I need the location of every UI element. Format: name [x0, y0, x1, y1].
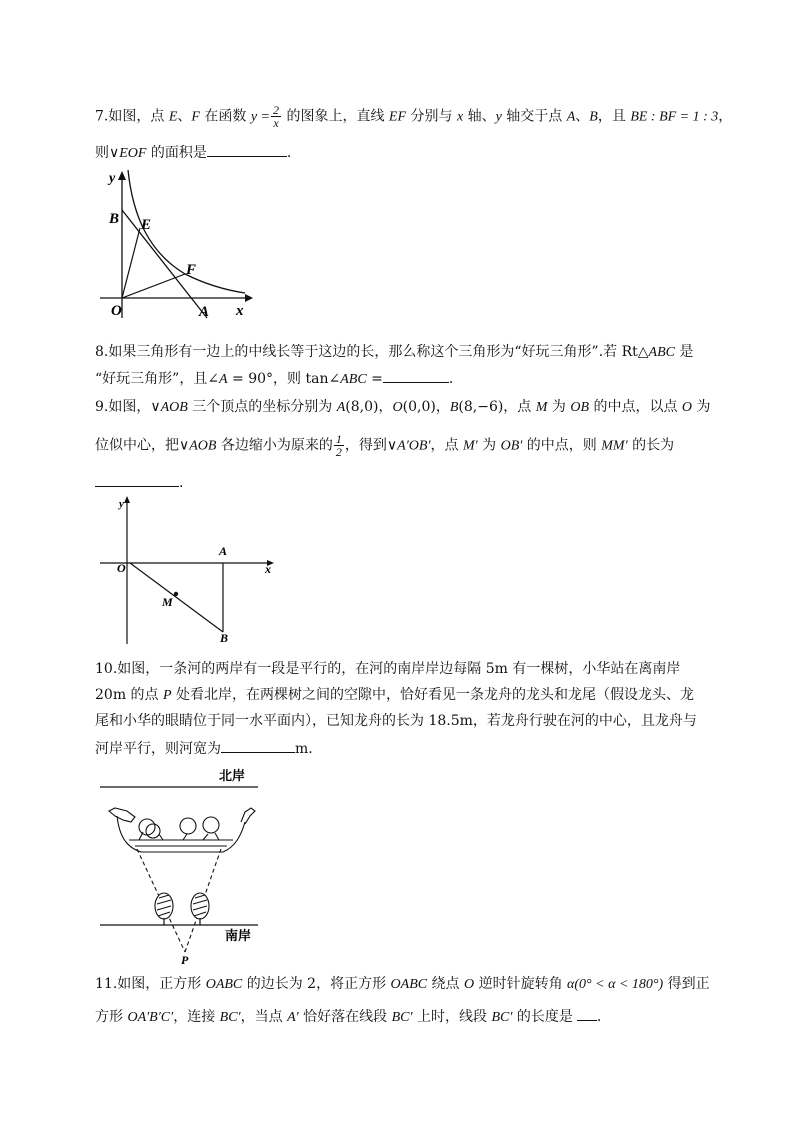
q7-text: 分别与: [406, 108, 457, 125]
q11-text: OABC: [390, 977, 428, 992]
q9-label-B: B: [220, 631, 229, 645]
q11-text: 逆时针旋转角: [474, 976, 568, 992]
q9-figure: [95, 492, 280, 647]
q10-line-4: [95, 738, 313, 759]
q8-text: =: [366, 371, 383, 387]
q11-line-1: [95, 974, 710, 995]
q7-label-B: B: [109, 211, 120, 227]
q7-fraction: [271, 104, 281, 129]
dragon-boat-icon: [109, 808, 255, 852]
q9-text: O: [392, 400, 403, 415]
q10-text: 河岸平行，则河宽为: [95, 741, 221, 757]
q9-label-y: y: [119, 498, 124, 510]
q9-line-2: [95, 433, 674, 458]
q9-text: M: [535, 400, 548, 415]
q8-text: ABC: [340, 372, 367, 387]
q11-text: OA′B′C′: [127, 1010, 174, 1025]
q7-fraction-denominator: x: [273, 116, 279, 130]
q7-text: EF: [388, 109, 407, 125]
q8-text: .: [448, 371, 454, 387]
q7-text: x: [456, 109, 464, 125]
q9-text: A: [336, 400, 346, 415]
q9-text: 的长为: [627, 437, 675, 454]
q7-text: 、: [575, 108, 590, 125]
q7-label-A: A: [199, 304, 210, 320]
q10-text: 20m 的点: [95, 687, 163, 703]
q11-text: 11.如图，正方形: [95, 976, 206, 992]
q9-text: 为: [547, 399, 571, 415]
q7-x-arrow-icon: [245, 294, 253, 302]
q8-answer-blank[interactable]: [383, 368, 449, 383]
q7-segment-OF: [122, 274, 185, 298]
q9-text: 的中点，以点: [589, 399, 682, 415]
q7-text: 7.如图，点: [95, 108, 169, 125]
q7-label-x: x: [236, 303, 244, 319]
q7-text: A: [566, 109, 576, 125]
q7-label-O: O: [111, 303, 122, 319]
q10-text: P: [163, 688, 172, 703]
q7-label-F: F: [186, 262, 197, 278]
tree-icon: [191, 893, 209, 925]
q9-text: OB′: [500, 438, 523, 454]
q9-label-x: x: [265, 562, 271, 576]
q9-label-O: O: [117, 561, 126, 575]
q7-text: 在函数: [199, 108, 251, 125]
q7-text: 的面积是: [146, 145, 207, 161]
q11-text: 方形: [95, 1009, 128, 1025]
q10-text: 处看北岸，在两棵树之间的空隙中，恰好看见一条龙舟的龙头和龙尾（假设龙头、龙: [171, 687, 695, 703]
q7-label-E: E: [141, 217, 152, 233]
q11-text: 绕点: [427, 976, 465, 992]
q7-fraction-numerator: 2: [273, 103, 280, 117]
q9-text: 9.如图，∨: [95, 399, 161, 415]
q7-text: 则∨: [95, 145, 120, 161]
q7-figure: [95, 168, 255, 320]
q9-text: A′OB′: [397, 438, 431, 454]
q11-line-2: [95, 1006, 601, 1028]
q11-text: 的边长为 2，将正方形: [242, 976, 391, 992]
q10-answer-blank[interactable]: [221, 738, 295, 753]
q7-text: F: [191, 109, 200, 125]
q7-line-1: [95, 104, 732, 129]
q9-text: (8,0)，: [345, 399, 393, 415]
q11-text: 恰好落在线段: [298, 1009, 392, 1025]
q9-text: M′: [462, 438, 478, 454]
q7-text: y: [495, 109, 502, 125]
q11-text: O: [464, 977, 475, 992]
q9-text: B: [449, 400, 459, 415]
q11-text: BC′: [491, 1010, 513, 1025]
q9-line-3: [95, 472, 183, 493]
q11-text: .: [596, 1009, 602, 1025]
q9-y-arrow-icon: [124, 496, 130, 503]
q9-text: O: [681, 400, 693, 415]
q11-angle-range: α(0° < α < 180°): [567, 977, 664, 992]
q9-text: 为: [477, 437, 501, 454]
q9-text: MM′: [601, 438, 628, 454]
q7-text: 的图象上，直线: [282, 108, 389, 125]
q9-text: 为: [692, 399, 711, 415]
q9-text: AOB: [160, 400, 188, 415]
q8-text: = 90°，则 tan∠: [227, 371, 341, 387]
q7-text: .: [286, 145, 292, 161]
q9-text: 各边缩小为原来的: [216, 437, 333, 454]
q9-text: .: [179, 475, 184, 491]
q7-answer-blank[interactable]: [207, 142, 287, 157]
q10-label-P: P: [181, 953, 189, 966]
q7-text: 、: [177, 108, 192, 125]
q9-text: (8,−6)，点: [458, 399, 536, 415]
q11-text: BC′: [219, 1010, 241, 1025]
q7-label-y: y: [109, 171, 116, 186]
q9-segment-OB: [130, 563, 223, 632]
q7-text: 轴交于点: [501, 108, 567, 125]
q10-text: m.: [295, 741, 313, 757]
q9-line-1: [95, 397, 711, 418]
q7-text: ，且: [597, 108, 631, 125]
q9-fraction-denominator: 2: [335, 445, 342, 459]
q9-label-A: A: [219, 544, 228, 558]
q10-line-2: [95, 685, 694, 706]
q7-text: EOF: [119, 146, 147, 161]
q11-text: OABC: [205, 977, 243, 992]
q9-text: 的中点，则: [522, 437, 602, 454]
q8-text: ABC: [648, 345, 675, 360]
q10-line-3: [95, 711, 697, 731]
q8-text: A: [219, 372, 228, 387]
q9-text: AOB: [189, 438, 217, 454]
q11-answer-blank[interactable]: [577, 1006, 597, 1021]
q7-text: B: [589, 109, 598, 125]
q7-function-lhs: y =: [250, 109, 271, 125]
q7-segment-OE: [122, 228, 140, 298]
q9-point-M: [174, 592, 178, 596]
q11-text: 上时，线段: [412, 1009, 492, 1025]
q11-text: ，连接: [173, 1009, 220, 1025]
q11-text: A′: [287, 1010, 299, 1025]
q9-text: OB: [570, 400, 590, 415]
q10-label-south-bank: 南岸: [225, 928, 252, 943]
q11-text: 得到正: [663, 976, 710, 992]
q7-text: ，: [718, 108, 733, 125]
q10-line-1: [95, 659, 680, 679]
q10-label-north-bank: 北岸: [219, 768, 246, 783]
q9-text: 位似中心，把∨: [95, 437, 190, 454]
q7-text: E: [168, 109, 178, 125]
q11-text: 的长度是: [512, 1009, 573, 1025]
q7-line-2: [95, 142, 291, 164]
q11-text: BC′: [391, 1010, 413, 1025]
q8-text: 是: [674, 344, 694, 360]
q8-line-2: [95, 368, 453, 390]
q9-label-M: M: [162, 595, 173, 609]
q7-text: 轴、: [463, 108, 496, 125]
q9-fraction: [334, 433, 344, 458]
q9-fraction-numerator: 1: [335, 432, 342, 446]
q11-text: ，当点: [240, 1009, 288, 1025]
q10-figure: [95, 764, 270, 966]
q10-text: 尾和小华的眼睛位于同一水平面内），已知龙舟的长为 18.5m，若龙舟行驶在河的中心，且龙舟与: [95, 713, 697, 729]
q10-text: 10.如图，一条河的两岸有一段是平行的，在河的南岸岸边每隔 5m 有一棵树，小华站在离南岸: [95, 661, 681, 677]
q8-text: 8.如果三角形有一边上的中线长等于这边的长，那么称这个三角形为“好玩三角形”.若 Rt△: [95, 344, 649, 360]
q8-line-1: [95, 342, 693, 363]
q9-answer-blank[interactable]: [95, 472, 179, 487]
q9-text: (0,0)，: [402, 399, 450, 415]
q7-y-arrow-icon: [118, 171, 126, 180]
q8-text: “好玩三角形”，且∠: [95, 371, 220, 387]
q9-text: 三个顶点的坐标分别为: [187, 399, 337, 415]
q9-text: ，得到∨: [344, 437, 398, 454]
q9-text: ，点: [430, 437, 463, 454]
q7-ratio: BE : BF = 1 : 3: [630, 109, 719, 125]
